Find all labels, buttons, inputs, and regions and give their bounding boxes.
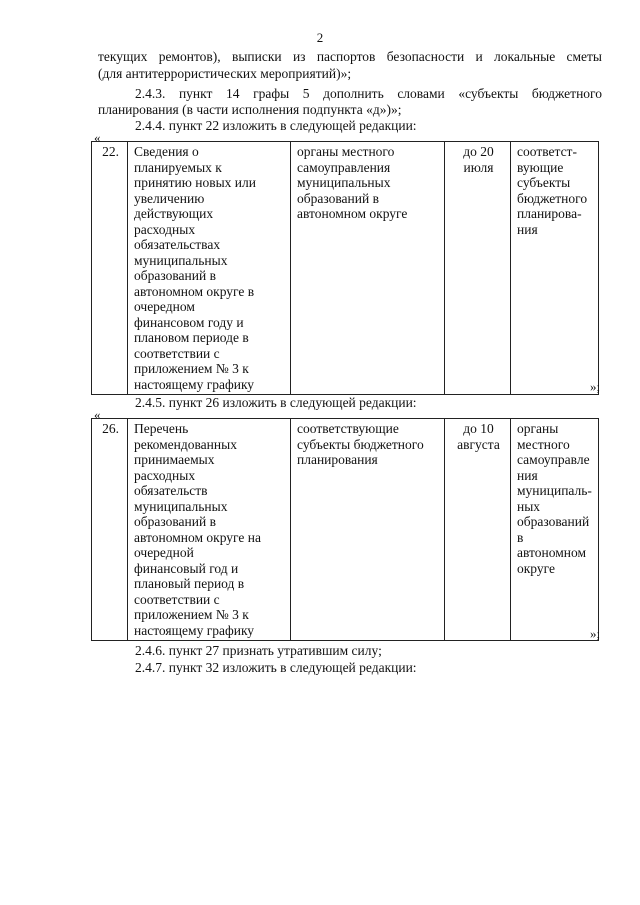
close-quote: »; bbox=[590, 379, 601, 394]
executor-cell: соответствующие субъекты бюджетного планирования bbox=[291, 419, 445, 641]
open-quote: « bbox=[94, 130, 101, 145]
item-name-cell: Перечень рекомендованных принимаемых расходных обязательств муниципальных образований в автономном округе на очередной финансовый год и плановый период в соответствии с приложением № 3 к настоящему графику bbox=[128, 419, 291, 641]
recipient-cell: органы местного самоуправле ния муниципаль- ных образований в автономном округе bbox=[511, 419, 599, 641]
paragraph-line: 2.4.4. пункт 22 изложить в следующей редакции: bbox=[135, 118, 417, 133]
open-quote: « bbox=[94, 407, 101, 422]
paragraph-line: текущих ремонтов), выписки из паспортов безопасности и локальные сметы bbox=[98, 49, 602, 64]
executor-cell: органы местного самоуправления муниципальных образований в автономном округе bbox=[291, 142, 445, 395]
item-number: 22. bbox=[92, 142, 128, 395]
table-item-22 bbox=[91, 141, 599, 395]
page-number: 2 bbox=[316, 30, 324, 45]
table-row bbox=[92, 142, 599, 395]
deadline-cell: до 20 июля bbox=[445, 142, 511, 395]
deadline-cell: до 10 августа bbox=[445, 419, 511, 641]
paragraph-line: 2.4.5. пункт 26 изложить в следующей редакции: bbox=[135, 395, 417, 410]
table-row bbox=[92, 419, 599, 641]
paragraph-line: 2.4.7. пункт 32 изложить в следующей редакции: bbox=[135, 660, 417, 675]
paragraph-line: 2.4.6. пункт 27 признать утратившим силу; bbox=[135, 643, 382, 658]
paragraph-line: планирования (в части исполнения подпункта «д»)»; bbox=[98, 102, 402, 117]
table-item-26 bbox=[91, 418, 599, 641]
item-name-cell: Сведения о планируемых к принятию новых или увеличению действующих расходных обязательствах муниципальных образований в автономном округе в очередном финансовом году и плановом периоде в соответствии с приложением № 3 к настоящему графику bbox=[128, 142, 291, 395]
item-number: 26. bbox=[92, 419, 128, 641]
paragraph-line: (для антитеррористических мероприятий)»; bbox=[98, 66, 352, 81]
paragraph-line: 2.4.3. пункт 14 графы 5 дополнить словами «субъекты бюджетного bbox=[135, 86, 602, 101]
recipient-cell: соответст- вующие субъекты бюджетного планирова- ния bbox=[511, 142, 599, 395]
close-quote: »; bbox=[590, 626, 601, 641]
